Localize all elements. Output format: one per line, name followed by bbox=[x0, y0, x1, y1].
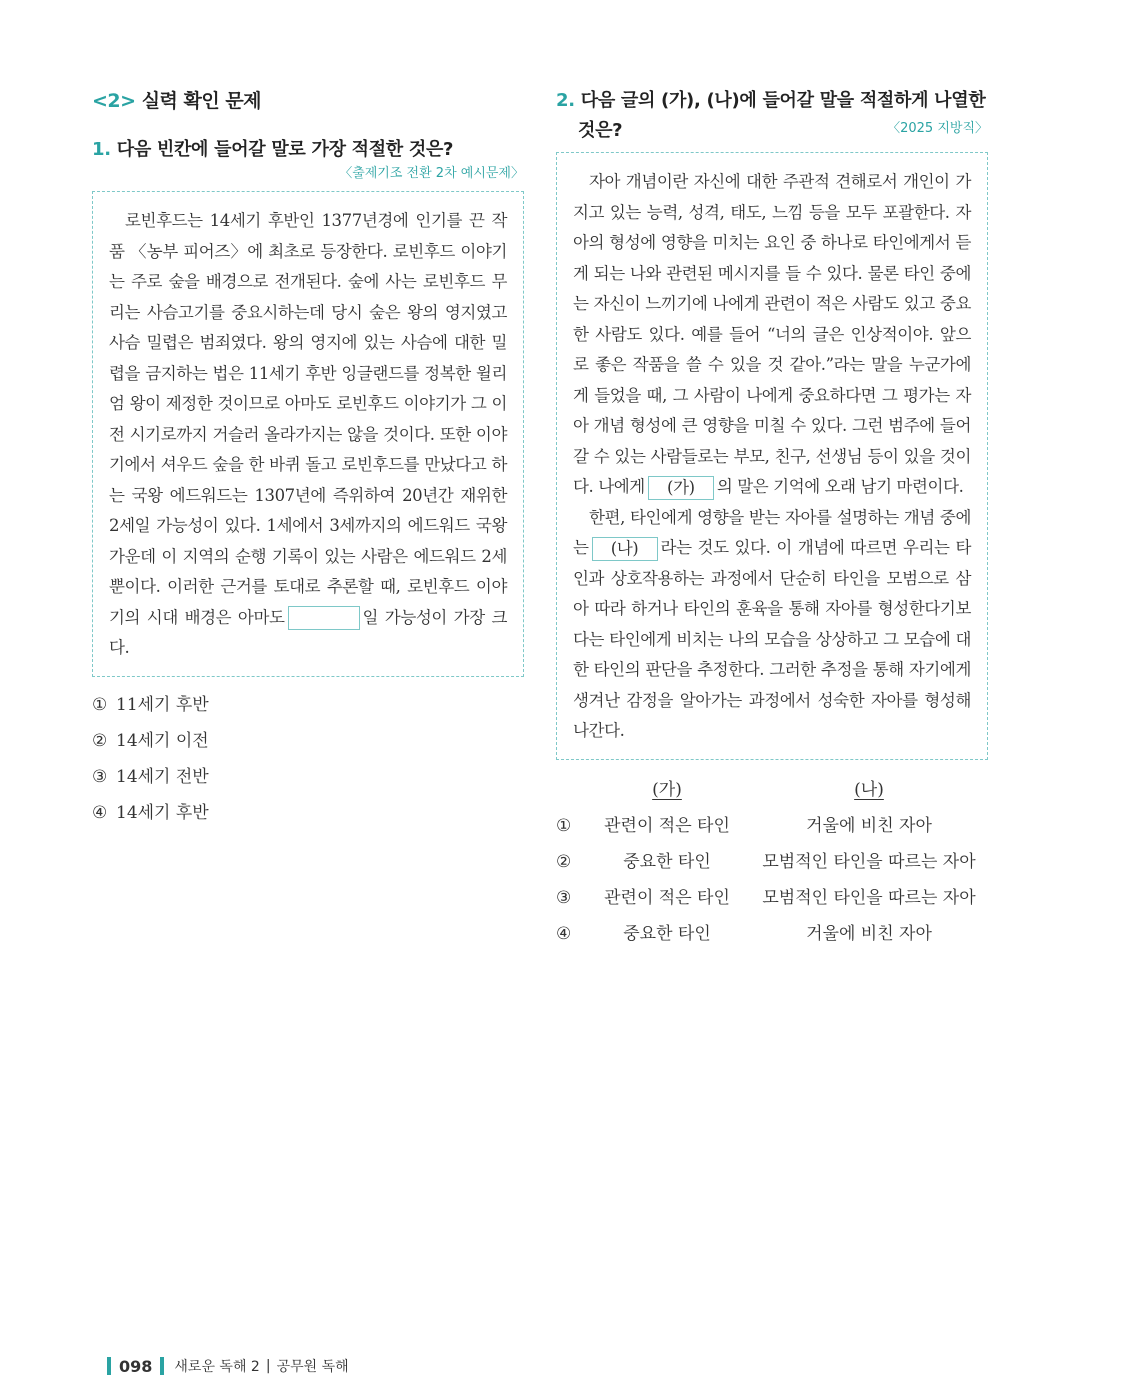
answer-choice[interactable] bbox=[556, 880, 988, 916]
page-number: 098 bbox=[119, 1356, 153, 1376]
left-column bbox=[92, 86, 524, 831]
choice-number: ③ bbox=[92, 766, 108, 787]
question-1-number: 1. bbox=[92, 139, 111, 160]
passage-paragraph-1 bbox=[573, 167, 971, 503]
question-1-passage bbox=[92, 191, 524, 677]
choice-number: ④ bbox=[556, 923, 572, 944]
answer-choice[interactable] bbox=[92, 795, 524, 831]
question-1-source: 〈출제기조 전환 2차 예시문제〉 bbox=[339, 166, 524, 181]
choice-na: 거울에 비친 자아 bbox=[806, 923, 932, 944]
answer-choice[interactable] bbox=[556, 844, 988, 880]
header-ga: (가) bbox=[652, 779, 682, 800]
question-2-title-line2-row bbox=[556, 116, 988, 146]
header-na: (나) bbox=[854, 779, 884, 800]
passage-text: 한편, 타인에게 영향을 받는 자아를 설명하는 개념 중에는 bbox=[573, 507, 971, 557]
choice-text: 11세기 후반 bbox=[116, 694, 209, 715]
choice-ga: 중요한 타인 bbox=[623, 851, 711, 872]
answer-choice[interactable] bbox=[92, 687, 524, 723]
question-2-source: 〈2025 지방직〉 bbox=[887, 121, 988, 136]
question-2-passage bbox=[556, 152, 988, 760]
choices-header bbox=[556, 772, 988, 808]
passage-paragraph bbox=[109, 206, 507, 664]
choice-ga: 관련이 적은 타인 bbox=[604, 887, 730, 908]
answer-blank bbox=[288, 606, 360, 630]
question-1-text: 다음 빈칸에 들어갈 말로 가장 적절한 것은? bbox=[116, 139, 454, 160]
passage-text: 로빈후드는 14세기 후반인 1377년경에 인기를 끈 작품 〈농부 피어즈〉에 최초로 등장한다. 로빈후드 이야기는 주로 숲을 배경으로 전개된다. 숲에 사는 로빈후드 무리는 사슴고기를 중요시하는데 당시 숲은 왕의 영지였고 사슴 밀렵은 범죄였다. 왕의 영지에 있는 사슴에 대한 밀렵을 금지하는 법은 11세기 후반 잉글랜드를 정복한 윌리엄 왕이 제정한 것이므로 아마도 로빈후드 이야기가 그 이전 시기로까지 거슬러 올라가지는 않을 것이다. 또한 이야기에서 셔우드 숲을 한 바퀴 돌고 로빈후드를 만났다고 하는 국왕 에드워드는 1307년에 즉위하여 20년간 재위한 2세일 가능성이 있다. 1세에서 3세까지의 에드워드 국왕 가운데 이 지역의 순행 기록이 있는 사람은 에드워드 2세뿐이다. 이러한 근거를 토대로 추론할 때, 로빈후드 이야기의 시대 배경은 아마도 bbox=[109, 211, 507, 627]
choice-text: 14세기 이전 bbox=[116, 730, 209, 751]
question-1-choices bbox=[92, 687, 524, 831]
section-title bbox=[92, 86, 524, 113]
passage-paragraph-2 bbox=[573, 503, 971, 747]
section-title-text: 실력 확인 문제 bbox=[141, 90, 262, 112]
blank-na: (나) bbox=[592, 537, 658, 561]
choice-text: 14세기 전반 bbox=[116, 766, 209, 787]
question-2-text-line1: 다음 글의 (가), (나)에 들어갈 말을 적절하게 나열한 bbox=[580, 90, 986, 111]
footer-separator: | bbox=[265, 1358, 271, 1374]
book-section: 공무원 독해 bbox=[276, 1359, 349, 1375]
choice-number: ③ bbox=[556, 887, 572, 908]
footer-bar bbox=[107, 1357, 111, 1375]
question-2-title bbox=[556, 86, 988, 116]
choice-number: ② bbox=[92, 730, 108, 751]
answer-choice[interactable] bbox=[556, 808, 988, 844]
blank-ga: (가) bbox=[648, 476, 714, 500]
choices-body bbox=[556, 808, 988, 952]
page-footer bbox=[107, 1356, 349, 1376]
choice-na: 모범적인 타인을 따르는 자아 bbox=[762, 887, 976, 908]
choice-number: ① bbox=[556, 815, 572, 836]
choice-na: 모범적인 타인을 따르는 자아 bbox=[762, 851, 976, 872]
choice-text: 14세기 후반 bbox=[116, 802, 209, 823]
section-label: <2> bbox=[92, 90, 136, 112]
book-title: 새로운 독해 2 bbox=[174, 1359, 260, 1375]
passage-text: 자아 개념이란 자신에 대한 주관적 견해로서 개인이 가지고 있는 능력, 성격, 태도, 느낌 등을 모두 포괄한다. 자아의 형성에 영향을 미치는 요인 중 하나로 타인에게서 듣게 되는 나와 관련된 메시지를 들 수 있다. 물론 타인 중에는 자신이 느끼기에 나에게 관련이 적은 사람도 있고 중요한 사람도 있다. 예를 들어 “너의 글은 인상적이야. 앞으로 좋은 작품을 쓸 수 있을 것 같아.”라는 말을 누군가에게 들었을 때, 그 사람이 나에게 중요하다면 그 평가는 자아 개념 형성에 큰 영향을 미칠 수 있다. 그런 범주에 들어갈 수 있는 사람들로는 부모, 친구, 선생님 등이 있을 것이다. 나에게 bbox=[573, 172, 971, 496]
choice-ga: 관련이 적은 타인 bbox=[604, 815, 730, 836]
passage-text: 라는 것도 있다. 이 개념에 따르면 우리는 타인과 상호작용하는 과정에서 단순히 타인을 모범으로 삼아 따라 하거나 타인의 훈육을 통해 자아를 형성한다기보다는 타인에게 비치는 나의 모습을 상상하고 그 모습에 대한 타인의 판단을 추정한다. 그러한 추정을 통해 자기에게 생겨난 감정을 알아가는 과정에서 성숙한 자아를 형성해 나간다. bbox=[573, 538, 971, 740]
footer-divider bbox=[160, 1357, 164, 1375]
question-1-title bbox=[92, 135, 524, 165]
choice-na: 거울에 비친 자아 bbox=[806, 815, 932, 836]
question-2-choices bbox=[556, 772, 988, 952]
choice-ga: 중요한 타인 bbox=[623, 923, 711, 944]
answer-choice[interactable] bbox=[92, 759, 524, 795]
choice-number: ② bbox=[556, 851, 572, 872]
right-column bbox=[556, 86, 988, 952]
passage-text: 의 말은 기억에 오래 남기 마련이다. bbox=[716, 477, 964, 496]
question-2-number: 2. bbox=[556, 90, 575, 111]
question-2-text-line2: 것은? bbox=[578, 120, 623, 141]
choice-number: ④ bbox=[92, 802, 108, 823]
answer-choice[interactable] bbox=[92, 723, 524, 759]
choice-number: ① bbox=[92, 694, 108, 715]
passage-text-end: 일 가능성이 가장 크다. bbox=[109, 607, 507, 657]
answer-choice[interactable] bbox=[556, 916, 988, 952]
